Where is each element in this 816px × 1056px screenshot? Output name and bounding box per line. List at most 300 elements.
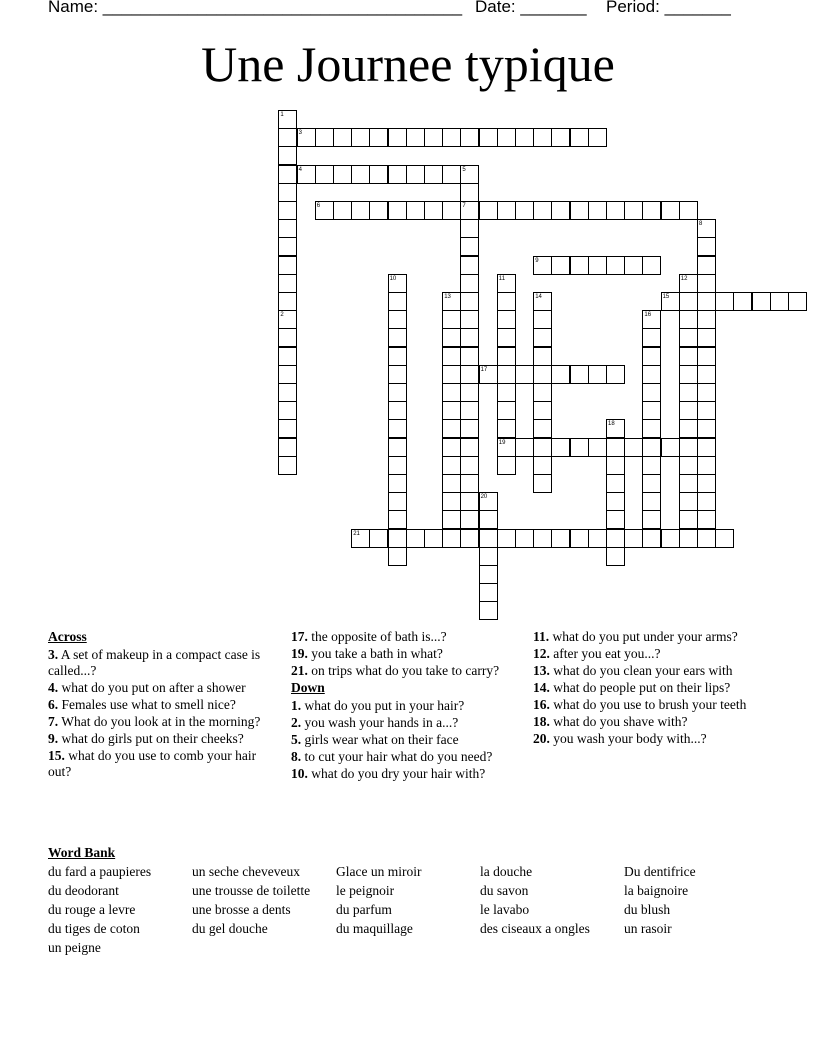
crossword-cell[interactable]: [460, 328, 479, 347]
crossword-cell[interactable]: [278, 292, 297, 311]
crossword-cell[interactable]: [460, 401, 479, 420]
crossword-cell[interactable]: [333, 165, 352, 184]
crossword-cell[interactable]: [606, 492, 625, 511]
crossword-cell[interactable]: [497, 438, 516, 457]
crossword-cell[interactable]: [551, 128, 570, 147]
crossword-cell[interactable]: [606, 419, 625, 438]
clue-number: 9: [535, 257, 539, 264]
crossword-cell[interactable]: [388, 310, 407, 329]
crossword-cell[interactable]: [661, 201, 680, 220]
crossword-cell[interactable]: [442, 383, 461, 402]
crossword-cell[interactable]: [442, 365, 461, 384]
crossword-cell[interactable]: [697, 456, 716, 475]
crossword-cell[interactable]: [570, 438, 589, 457]
crossword-cell[interactable]: [297, 165, 316, 184]
crossword-cell[interactable]: [315, 201, 334, 220]
clue-text: Females use what to smell nice?: [58, 697, 236, 712]
crossword-cell[interactable]: [679, 474, 698, 493]
clue-number: 19: [498, 439, 506, 446]
crossword-cell[interactable]: [388, 383, 407, 402]
crossword-cell[interactable]: [606, 456, 625, 475]
crossword-cell[interactable]: [515, 201, 534, 220]
crossword-cell[interactable]: [570, 256, 589, 275]
clue-number: 6: [316, 203, 321, 209]
crossword-cell[interactable]: [642, 529, 661, 548]
crossword-cell[interactable]: [460, 237, 479, 256]
crossword-cell[interactable]: [460, 365, 479, 384]
crossword-cell[interactable]: [278, 365, 297, 384]
crossword-cell[interactable]: [606, 201, 625, 220]
clue-item: [48, 647, 268, 679]
crossword-cell[interactable]: [679, 201, 698, 220]
crossword-cell[interactable]: [442, 510, 461, 529]
crossword-cell[interactable]: [533, 365, 552, 384]
crossword-cell[interactable]: [278, 183, 297, 202]
crossword-cell[interactable]: [278, 310, 297, 329]
clue-item: [291, 732, 513, 748]
crossword-cell[interactable]: [442, 492, 461, 511]
crossword-cell[interactable]: [642, 365, 661, 384]
crossword-cell[interactable]: [460, 510, 479, 529]
clue-number: 13: [444, 294, 451, 300]
crossword-cell[interactable]: [442, 456, 461, 475]
crossword-cell[interactable]: [570, 365, 589, 384]
crossword-cell[interactable]: [606, 547, 625, 566]
clue-num: 12.: [533, 646, 550, 661]
crossword-cell[interactable]: [278, 401, 297, 420]
crossword-cell[interactable]: [624, 438, 643, 457]
crossword-cell[interactable]: [697, 492, 716, 511]
clue-num: 14.: [533, 680, 550, 695]
crossword-cell[interactable]: [570, 529, 589, 548]
clue-item: [291, 646, 513, 662]
crossword-cell[interactable]: [406, 201, 425, 220]
crossword-cell[interactable]: [697, 328, 716, 347]
crossword-cell[interactable]: [442, 292, 461, 311]
crossword-cell[interactable]: [697, 219, 716, 238]
crossword-cell[interactable]: [551, 438, 570, 457]
clue-num: 17.: [291, 629, 308, 644]
header: [48, 0, 788, 21]
crossword-cell[interactable]: [479, 201, 498, 220]
crossword-cell[interactable]: [533, 438, 552, 457]
clue-num: 16.: [533, 697, 550, 712]
clue-item: [291, 629, 513, 645]
crossword-cell[interactable]: [406, 529, 425, 548]
crossword-cell[interactable]: [642, 383, 661, 402]
crossword-cell[interactable]: [733, 292, 752, 311]
crossword-cell[interactable]: [388, 529, 407, 548]
crossword-cell[interactable]: [588, 438, 607, 457]
clue-item: [291, 663, 513, 679]
crossword-cell[interactable]: [570, 128, 589, 147]
crossword-cell[interactable]: [497, 383, 516, 402]
clue-item: [533, 714, 763, 730]
crossword-cell[interactable]: [679, 347, 698, 366]
crossword-cell[interactable]: [497, 347, 516, 366]
crossword-cell[interactable]: [315, 165, 334, 184]
word-bank-item: un peigne: [48, 940, 101, 955]
crossword-cell[interactable]: [679, 419, 698, 438]
page-title: Une Journee typique: [201, 36, 615, 92]
clue-text: what do you use to brush your teeth: [549, 697, 747, 712]
crossword-cell[interactable]: [624, 529, 643, 548]
crossword-cell[interactable]: [424, 165, 443, 184]
crossword-cell[interactable]: [697, 292, 716, 311]
crossword-cell[interactable]: [460, 292, 479, 311]
crossword-cell[interactable]: [679, 365, 698, 384]
clue-item: [533, 731, 763, 747]
crossword-cell[interactable]: [697, 401, 716, 420]
clue-text: what do you put on after a shower: [58, 680, 246, 695]
crossword-cell[interactable]: [551, 201, 570, 220]
crossword-cell[interactable]: [497, 456, 516, 475]
clue-num: 5.: [291, 732, 302, 747]
crossword-cell[interactable]: [697, 419, 716, 438]
crossword-cell[interactable]: [679, 292, 698, 311]
crossword-cell[interactable]: [369, 529, 388, 548]
crossword-cell[interactable]: [624, 201, 643, 220]
word-bank-item: du parfum: [336, 902, 392, 917]
crossword-cell[interactable]: [515, 529, 534, 548]
crossword-cell[interactable]: [697, 365, 716, 384]
crossword-cell[interactable]: [642, 492, 661, 511]
crossword-cell[interactable]: [460, 347, 479, 366]
crossword-cell[interactable]: [479, 128, 498, 147]
crossword-cell[interactable]: [278, 165, 297, 184]
crossword-cell[interactable]: [697, 383, 716, 402]
crossword-cell[interactable]: [442, 401, 461, 420]
crossword-cell[interactable]: [697, 529, 716, 548]
crossword-cell[interactable]: [624, 256, 643, 275]
crossword-cell[interactable]: [460, 128, 479, 147]
crossword-cell[interactable]: [606, 529, 625, 548]
crossword-cell[interactable]: [479, 565, 498, 584]
crossword-cell[interactable]: [479, 510, 498, 529]
crossword-cell[interactable]: [297, 128, 316, 147]
crossword-cell[interactable]: [388, 474, 407, 493]
clue-num: 15.: [48, 748, 65, 763]
crossword-cell[interactable]: [551, 529, 570, 548]
clue-num: 4.: [48, 680, 59, 695]
crossword-cell[interactable]: [460, 456, 479, 475]
crossword-cell[interactable]: [697, 347, 716, 366]
crossword-cell[interactable]: [460, 419, 479, 438]
crossword-cell[interactable]: [642, 510, 661, 529]
clue-number: 11: [498, 275, 506, 282]
crossword-cell[interactable]: [388, 328, 407, 347]
crossword-cell[interactable]: [661, 438, 680, 457]
crossword-cell[interactable]: [588, 201, 607, 220]
crossword-cell[interactable]: [351, 165, 370, 184]
crossword-cell[interactable]: [715, 529, 734, 548]
crossword-cell[interactable]: [788, 292, 807, 311]
crossword-cell[interactable]: [278, 256, 297, 275]
crossword-cell[interactable]: [679, 328, 698, 347]
crossword-cell[interactable]: [588, 128, 607, 147]
clue-item: [48, 697, 268, 713]
crossword-cell[interactable]: [533, 310, 552, 329]
crossword-cell[interactable]: [424, 529, 443, 548]
crossword-cell[interactable]: [533, 328, 552, 347]
crossword-cell[interactable]: [533, 292, 552, 311]
crossword-cell[interactable]: [460, 383, 479, 402]
crossword-cell[interactable]: [697, 438, 716, 457]
word-bank-item: du gel douche: [192, 921, 268, 936]
crossword-cell[interactable]: [460, 529, 479, 548]
clue-text: the opposite of bath is...?: [307, 629, 447, 644]
crossword-cell[interactable]: [770, 292, 789, 311]
crossword-cell[interactable]: [479, 529, 498, 548]
crossword-cell[interactable]: [642, 456, 661, 475]
crossword-cell[interactable]: [606, 365, 625, 384]
crossword-cell[interactable]: [388, 547, 407, 566]
crossword-cell[interactable]: [442, 347, 461, 366]
crossword-cell[interactable]: [333, 201, 352, 220]
clue-text: what do girls put on their cheeks?: [58, 731, 244, 746]
crossword-cell[interactable]: [388, 438, 407, 457]
crossword-cell[interactable]: [460, 274, 479, 293]
crossword-cell[interactable]: [424, 128, 443, 147]
crossword-cell[interactable]: [515, 365, 534, 384]
crossword-cell[interactable]: [679, 274, 698, 293]
crossword-cell[interactable]: [460, 219, 479, 238]
clue-number: 5: [462, 166, 466, 173]
crossword-cell[interactable]: [570, 201, 589, 220]
crossword-cell[interactable]: [460, 438, 479, 457]
period-field[interactable]: Period: _______: [606, 0, 731, 16]
crossword-cell[interactable]: [406, 165, 425, 184]
crossword-cell[interactable]: [697, 474, 716, 493]
crossword-cell[interactable]: [388, 510, 407, 529]
crossword-cell[interactable]: [497, 310, 516, 329]
word-bank-item: du tiges de coton: [48, 921, 140, 936]
crossword-cell[interactable]: [442, 201, 461, 220]
crossword-cell[interactable]: [679, 456, 698, 475]
crossword-cell[interactable]: [679, 510, 698, 529]
crossword-cell[interactable]: [515, 128, 534, 147]
crossword-cell[interactable]: [679, 529, 698, 548]
clue-text: girls wear what on their face: [301, 732, 459, 747]
crossword-cell[interactable]: [697, 256, 716, 275]
clue-text: you take a bath in what?: [307, 646, 443, 661]
crossword-cell[interactable]: [697, 510, 716, 529]
crossword-cell[interactable]: [497, 401, 516, 420]
clue-number: 8: [699, 221, 703, 228]
word-bank-item: une trousse de toilette: [192, 883, 311, 898]
crossword-cell[interactable]: [679, 438, 698, 457]
word-bank-item: Du dentifrice: [624, 864, 696, 879]
date-field[interactable]: Date: _______: [475, 0, 587, 16]
crossword-cell[interactable]: [442, 165, 461, 184]
clue-number: 7: [462, 203, 466, 209]
crossword-cell[interactable]: [479, 365, 498, 384]
crossword-cell[interactable]: [533, 529, 552, 548]
clue-num: 21.: [291, 663, 308, 678]
crossword-cell[interactable]: [515, 438, 534, 457]
crossword-cell[interactable]: [460, 310, 479, 329]
crossword-cell[interactable]: [479, 601, 498, 620]
crossword-cell[interactable]: [642, 310, 661, 329]
crossword-cell[interactable]: [497, 201, 516, 220]
crossword-cell[interactable]: [278, 456, 297, 475]
crossword-cell[interactable]: [460, 256, 479, 275]
clue-number: 16: [644, 312, 652, 319]
crossword-cell[interactable]: [697, 310, 716, 329]
crossword-cell[interactable]: [642, 328, 661, 347]
crossword-cell[interactable]: [606, 438, 625, 457]
clue-item: [533, 629, 763, 645]
crossword-cell[interactable]: [442, 438, 461, 457]
crossword-cell[interactable]: [606, 474, 625, 493]
crossword-cell[interactable]: [533, 256, 552, 275]
word-bank-item: du maquillage: [336, 921, 413, 936]
crossword-cell[interactable]: [278, 328, 297, 347]
crossword-cell[interactable]: [388, 401, 407, 420]
crossword-cell[interactable]: [278, 347, 297, 366]
clue-num: 2.: [291, 715, 302, 730]
crossword-cell[interactable]: [460, 474, 479, 493]
crossword-cell[interactable]: [278, 383, 297, 402]
crossword-cell[interactable]: [442, 128, 461, 147]
crossword-cell[interactable]: [278, 110, 297, 129]
crossword-cell[interactable]: [497, 419, 516, 438]
crossword-cell[interactable]: [369, 128, 388, 147]
name-field[interactable]: Name: ______________________________________: [48, 0, 463, 16]
crossword-cell[interactable]: [278, 237, 297, 256]
crossword-cell[interactable]: [479, 547, 498, 566]
crossword-cell[interactable]: [369, 201, 388, 220]
crossword-cell[interactable]: [442, 474, 461, 493]
crossword-cell[interactable]: [533, 347, 552, 366]
crossword-cell[interactable]: [588, 365, 607, 384]
crossword-cell[interactable]: [333, 128, 352, 147]
crossword-cell[interactable]: [479, 583, 498, 602]
clue-text: what do you shave with?: [549, 714, 688, 729]
crossword-cell[interactable]: [642, 256, 661, 275]
crossword-cell[interactable]: [715, 292, 734, 311]
crossword-cell[interactable]: [697, 237, 716, 256]
crossword-cell[interactable]: [369, 165, 388, 184]
crossword-cell[interactable]: [588, 256, 607, 275]
crossword-cell[interactable]: [551, 365, 570, 384]
clue-text: after you eat you...?: [549, 646, 661, 661]
crossword-cell[interactable]: [533, 474, 552, 493]
crossword-cell[interactable]: [606, 510, 625, 529]
crossword-cell[interactable]: [315, 128, 334, 147]
crossword-cell[interactable]: [479, 492, 498, 511]
crossword-cell[interactable]: [642, 401, 661, 420]
crossword-cell[interactable]: [388, 419, 407, 438]
crossword-cell[interactable]: [533, 383, 552, 402]
crossword-cell[interactable]: [388, 365, 407, 384]
crossword-cell[interactable]: [679, 401, 698, 420]
crossword-cell[interactable]: [497, 365, 516, 384]
clue-number: 2: [280, 312, 284, 319]
crossword-cell[interactable]: [752, 292, 771, 311]
clue-text: you wash your hands in a...?: [301, 715, 459, 730]
clue-num: 1.: [291, 698, 302, 713]
crossword-cell[interactable]: [497, 274, 516, 293]
crossword-cell[interactable]: [278, 128, 297, 147]
crossword-cell[interactable]: [388, 292, 407, 311]
crossword-cell[interactable]: [351, 201, 370, 220]
clue-item: [533, 697, 763, 713]
crossword-cell[interactable]: [406, 128, 425, 147]
crossword-cell[interactable]: [533, 401, 552, 420]
crossword-cell[interactable]: [278, 201, 297, 220]
crossword-cell[interactable]: [388, 201, 407, 220]
crossword-cell[interactable]: [460, 201, 479, 220]
crossword-cell[interactable]: [679, 310, 698, 329]
crossword-cell[interactable]: [606, 256, 625, 275]
crossword-cell[interactable]: [388, 456, 407, 475]
crossword-cell[interactable]: [351, 529, 370, 548]
crossword-cell[interactable]: [460, 492, 479, 511]
crossword-cell[interactable]: [497, 328, 516, 347]
crossword-cell[interactable]: [497, 529, 516, 548]
clue-item: [48, 731, 268, 747]
crossword-cell[interactable]: [533, 456, 552, 475]
crossword-cell[interactable]: [697, 274, 716, 293]
crossword-cell[interactable]: [278, 219, 297, 238]
crossword-cell[interactable]: [388, 347, 407, 366]
crossword-cell[interactable]: [388, 128, 407, 147]
crossword-cell[interactable]: [278, 274, 297, 293]
clue-text: what do you put under your arms?: [549, 629, 738, 644]
clue-number: 17: [480, 366, 488, 373]
crossword-cell[interactable]: [661, 529, 680, 548]
crossword-cell[interactable]: [679, 492, 698, 511]
clue-number: 10: [389, 275, 397, 282]
crossword-cell[interactable]: [533, 419, 552, 438]
crossword-cell[interactable]: [460, 183, 479, 202]
clue-text: what do you dry your hair with?: [307, 766, 486, 781]
crossword-cell[interactable]: [642, 347, 661, 366]
crossword-cell[interactable]: [388, 274, 407, 293]
crossword-cell[interactable]: [642, 474, 661, 493]
crossword-cell[interactable]: [661, 292, 680, 311]
clue-text: A set of makeup in a compact case is called...?: [48, 647, 261, 678]
crossword-cell[interactable]: [442, 310, 461, 329]
crossword-cell[interactable]: [460, 165, 479, 184]
crossword-cell[interactable]: [278, 146, 297, 165]
clue-column-1: [48, 629, 268, 781]
crossword-cell[interactable]: [442, 529, 461, 548]
crossword-cell[interactable]: [551, 256, 570, 275]
crossword-cell[interactable]: [497, 128, 516, 147]
word-bank-item: du savon: [480, 883, 529, 898]
crossword-cell[interactable]: [642, 438, 661, 457]
crossword-cell[interactable]: [533, 128, 552, 147]
crossword-cell[interactable]: [679, 383, 698, 402]
clue-item: [291, 698, 513, 714]
crossword-cell[interactable]: [642, 419, 661, 438]
crossword-cell[interactable]: [351, 128, 370, 147]
crossword-cell[interactable]: [388, 492, 407, 511]
crossword-cell[interactable]: [642, 201, 661, 220]
clue-number: 20: [480, 494, 488, 501]
crossword-cell[interactable]: [442, 419, 461, 438]
crossword-cell[interactable]: [442, 328, 461, 347]
crossword-cell[interactable]: [588, 529, 607, 548]
crossword-cell[interactable]: [424, 201, 443, 220]
crossword-cell[interactable]: [278, 438, 297, 457]
crossword-cell[interactable]: [497, 292, 516, 311]
crossword-cell[interactable]: [388, 165, 407, 184]
crossword-cell[interactable]: [533, 201, 552, 220]
crossword-cell[interactable]: [278, 419, 297, 438]
